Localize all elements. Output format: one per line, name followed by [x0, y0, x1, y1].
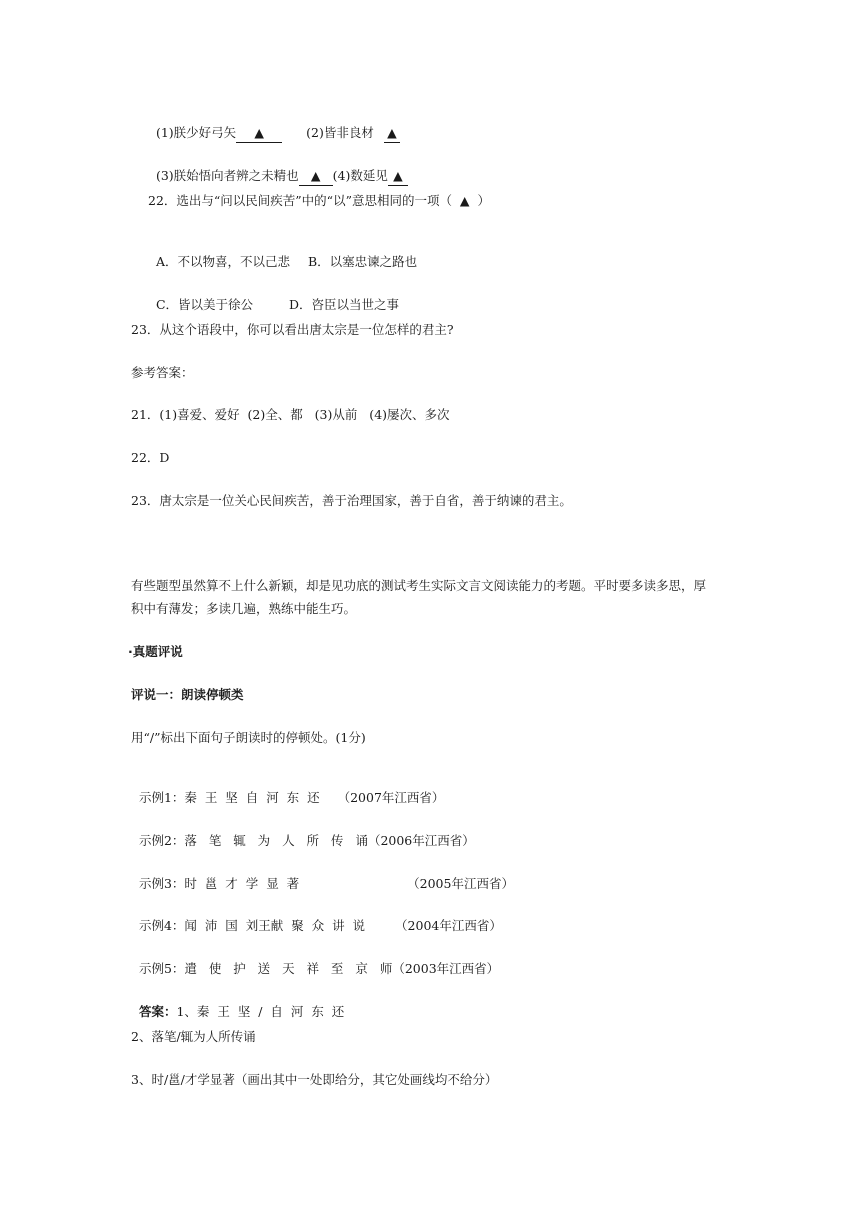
summary-line-1: 有些题型虽然算不上什么新颖，却是见功底的测试考生实际文言文阅读能力的考题。平时要多读多思，厚 [131, 578, 707, 593]
q21-line-2 [148, 149, 408, 186]
example-label: 示例2： [138, 833, 185, 848]
section-title: ·真题评说 [128, 644, 183, 659]
example-source: （2007年江西省） [337, 790, 445, 805]
example-label: 示例3： [138, 876, 185, 891]
example-text: 落 笔 辄 为 人 所 传 [184, 833, 344, 848]
answer-blank [299, 167, 333, 186]
answer-1: 1、秦 王 坚 / 自 河 东 还 [176, 1004, 345, 1019]
q21-item-2: (2)皆非良材 [306, 125, 374, 140]
answer-block-2: 2、落笔/辄为人所传诵 [131, 1029, 256, 1044]
q21-item-1: (1)朕少好弓矢 [155, 125, 237, 140]
option-d: D．咨臣以当世之事 [289, 297, 400, 312]
example-source: 诵（2006年江西省） [355, 833, 475, 848]
answer-label: 答案： [138, 1004, 177, 1019]
example-text: 秦 王 坚 自 河 东 还 [184, 790, 320, 805]
q21-item-3: (3)朕始悟向者辨之未精也 [155, 168, 299, 183]
answer-blank [388, 167, 408, 186]
triangle-icon: ▲ [254, 125, 264, 140]
answer-blank [236, 124, 282, 143]
option-b: B．以塞忠谏之路也 [307, 254, 418, 269]
answer-blank [384, 124, 400, 143]
triangle-icon: ▲ [387, 125, 397, 140]
example-source: （2004年江西省） [395, 918, 502, 933]
q21-item-4: (4)数延见 [332, 168, 388, 183]
answer-21: 21．(1)喜爱、爱好 (2)全、都 (3)从前 (4)屡次、多次 [131, 407, 450, 422]
q22-options-cd [148, 278, 399, 314]
example-text: 闻 沛 国 刘王献 聚 众 讲 说 [184, 918, 366, 933]
example-1 [131, 771, 444, 807]
review-1-title: 评说一：朗读停顿类 [131, 687, 244, 702]
answers-heading: 参考答案： [131, 365, 194, 380]
example-text: 遣 使 护 送 天 祥 至 京 [184, 961, 368, 976]
triangle-icon: ▲ [310, 168, 321, 183]
instruction: 用“/”标出下面句子朗读时的停顿处。(1分) [131, 730, 366, 745]
q22-stem: 22．选出与“问以民间疾苦”中的“以”意思相同的一项（ ▲ ） [148, 193, 490, 208]
answer-block-1 [131, 985, 344, 1021]
q22-options-ab [148, 235, 417, 271]
q23-stem: 23．从这个语段中，你可以看出唐太宗是一位怎样的君主? [131, 322, 454, 337]
example-5 [131, 942, 499, 978]
example-label: 示例5： [138, 961, 185, 976]
answer-block-3: 3、时/邕/才学显著（画出其中一处即给分，其它处画线均不给分） [131, 1072, 498, 1087]
triangle-icon: ▲ [393, 168, 403, 183]
q21-line-1 [148, 106, 400, 143]
example-source: （2005年江西省） [407, 876, 514, 891]
example-text: 时 邕 才 学 显 著 [184, 876, 300, 891]
example-4 [131, 899, 502, 935]
example-3 [131, 857, 514, 893]
example-source: 师（2003年江西省） [379, 961, 500, 976]
example-label: 示例4： [138, 918, 185, 933]
option-a: A．不以物喜，不以己悲 [155, 254, 290, 269]
example-2 [131, 814, 475, 850]
answer-22: 22．D [131, 450, 170, 465]
option-c: C．皆以美于徐公 [155, 297, 254, 312]
answer-23: 23．唐太宗是一位关心民间疾苦，善于治理国家，善于自省，善于纳谏的君主。 [131, 493, 572, 508]
example-label: 示例1： [138, 790, 185, 805]
summary-line-2: 积中有薄发；多读几遍，熟练中能生巧。 [131, 601, 357, 616]
